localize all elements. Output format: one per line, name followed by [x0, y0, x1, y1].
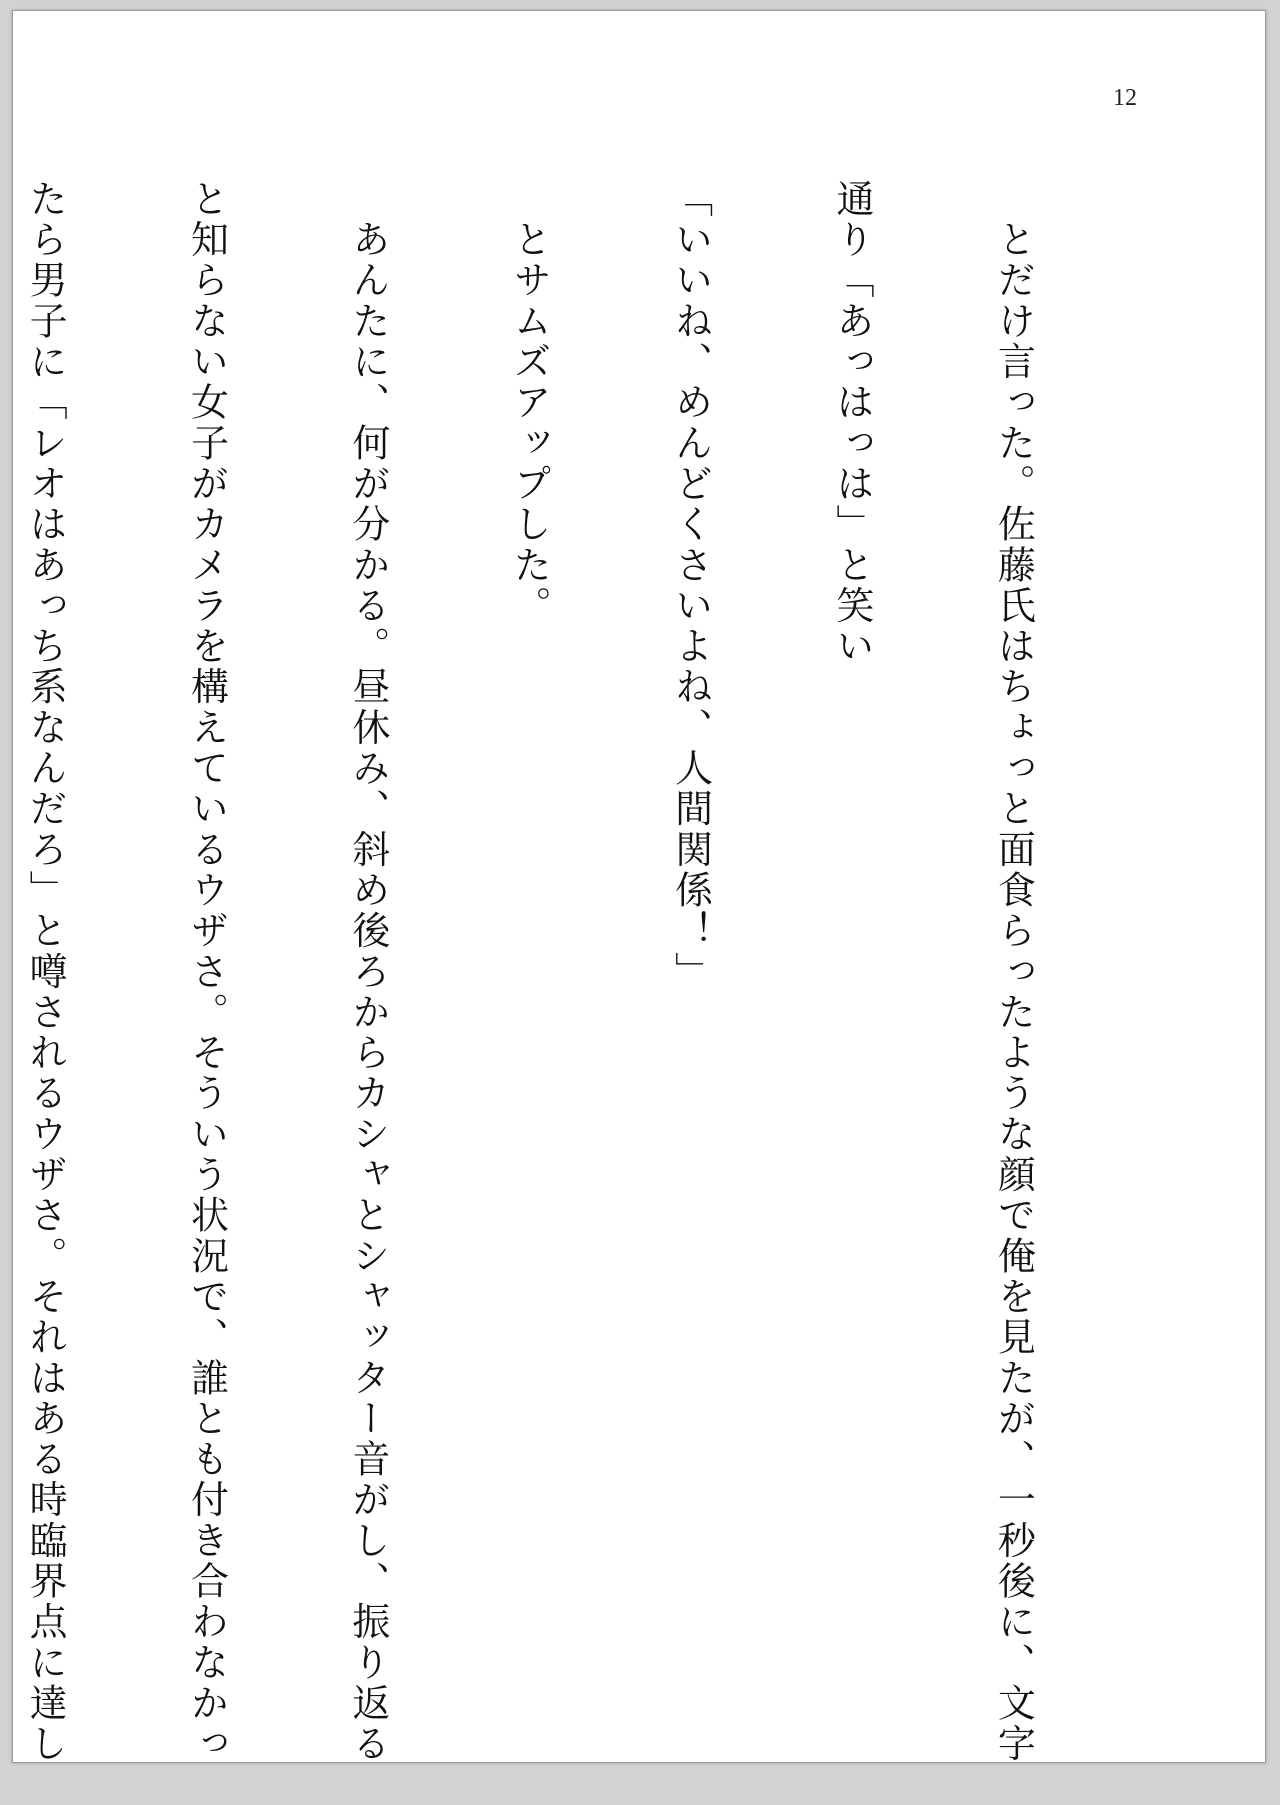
text-line: とサムズアップした。: [507, 179, 552, 627]
text-line: あんたに、何が分かる。昼休み、斜め後ろからカシャとシャッター音がし、振り返る: [345, 179, 390, 1765]
text-line: とだけ言った。佐藤氏はちょっと面食らったような顔で俺を見たが、一秒後に、文字: [991, 179, 1036, 1765]
page-number: 12: [1113, 85, 1137, 111]
vertical-body-text: [0, 179, 1147, 1765]
text-line: たら男子に「レオはあっち系なんだろ」と噂されるウザさ。それはある時臨界点に達し: [23, 179, 68, 1765]
text-line: 「いいね、めんどくさいよね、人間関係！」: [668, 179, 713, 992]
text-line: と知らない女子がカメラを構えているウザさ。そういう状況で、誰とも付き合わなかっ: [184, 179, 229, 1765]
book-page: [12, 10, 1266, 1763]
text-line: 通り「あっはっは」と笑い: [830, 179, 875, 667]
